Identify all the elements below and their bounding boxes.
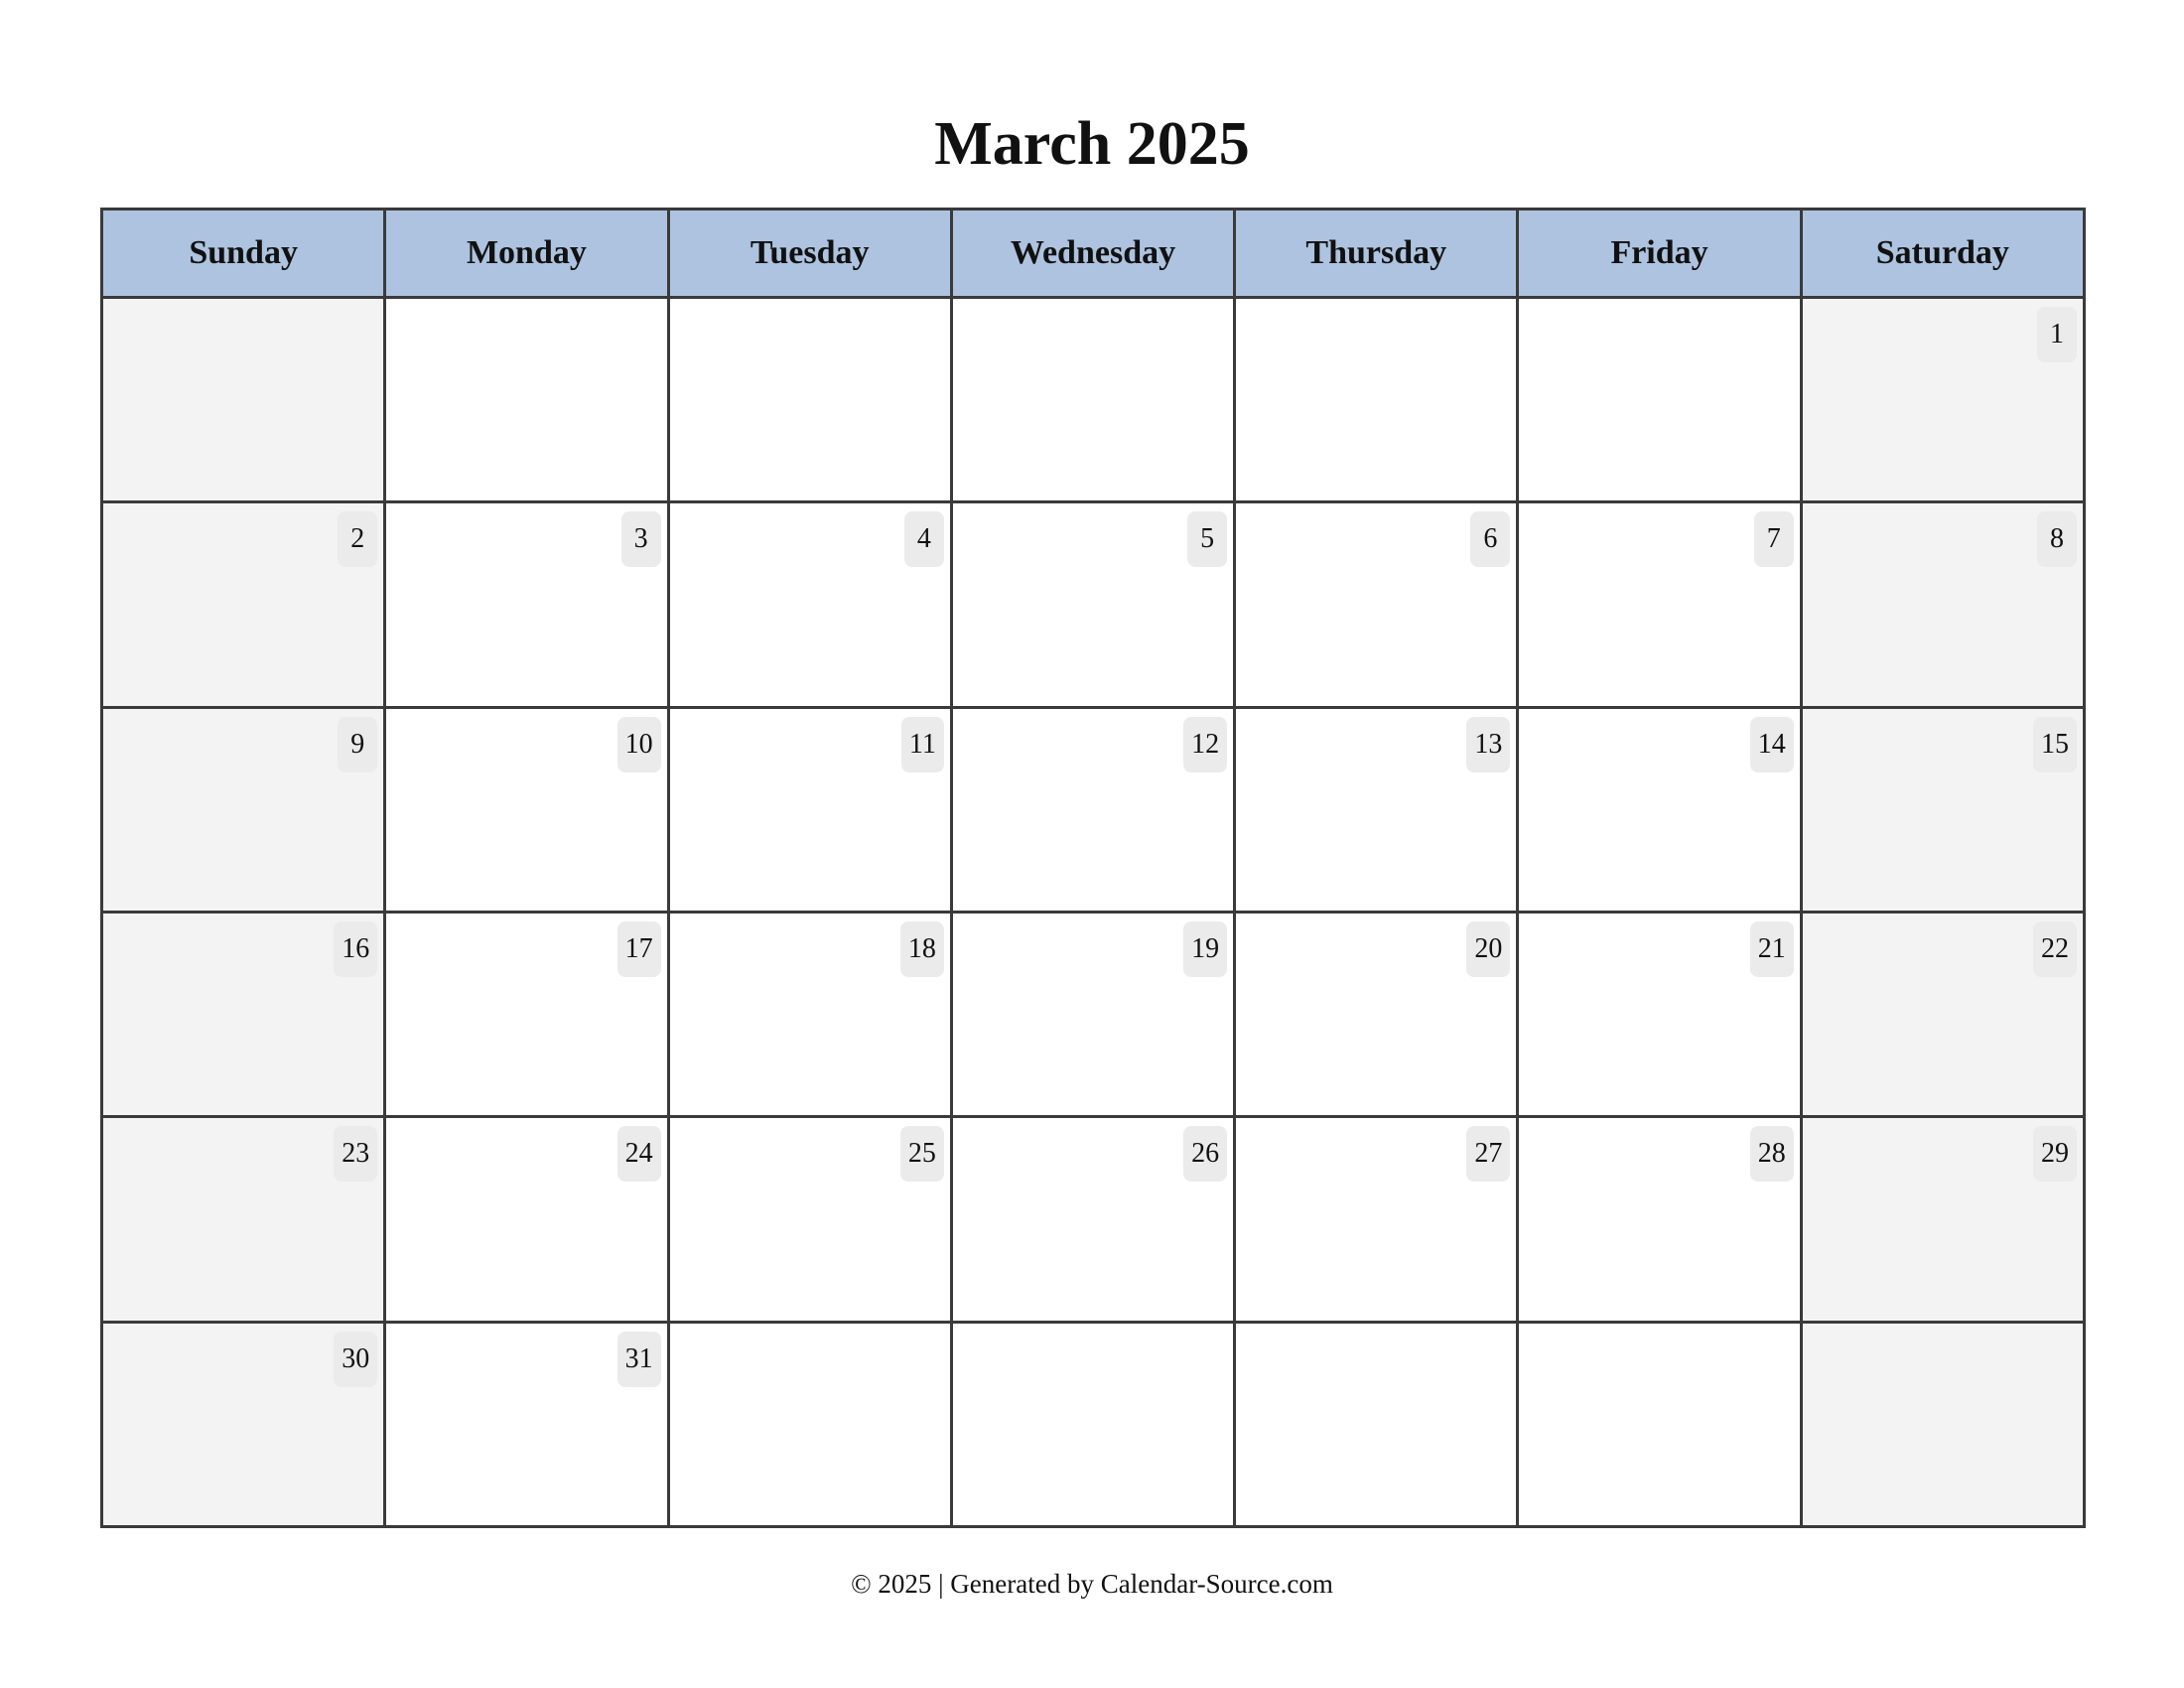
day-number: 12 [1183,717,1227,773]
day-cell [1235,912,1518,1116]
day-cell [668,502,951,707]
day-cell [951,1322,1234,1526]
day-number: 20 [1466,921,1510,977]
day-cell [385,1117,668,1322]
day-number: 21 [1750,921,1794,977]
weekday-friday: Friday [1518,210,1801,298]
day-cell [668,707,951,912]
day-number: 16 [334,921,377,977]
weekday-sunday: Sunday [102,210,385,298]
day-cell [1801,1117,2084,1322]
day-number: 25 [900,1126,944,1182]
weekday-header-row [102,210,2085,298]
footer-credit: © 2025 | Generated by Calendar-Source.com [851,1569,1333,1599]
day-number: 9 [338,717,377,773]
week-row [102,1117,2085,1322]
day-number: 10 [617,717,661,773]
day-number: 27 [1466,1126,1510,1182]
day-cell [102,707,385,912]
day-number: 13 [1466,717,1510,773]
day-cell [951,707,1234,912]
day-cell [1801,707,2084,912]
day-cell [102,298,385,502]
day-cell [1235,707,1518,912]
day-cell [951,1117,1234,1322]
day-number: 7 [1754,511,1794,567]
day-cell [102,912,385,1116]
day-number: 23 [334,1126,377,1182]
day-cell [1801,502,2084,707]
day-cell [385,298,668,502]
day-number: 22 [2033,921,2077,977]
day-cell [385,502,668,707]
day-cell [668,1322,951,1526]
day-number: 3 [621,511,661,567]
weekday-tuesday: Tuesday [668,210,951,298]
day-cell [1518,1322,1801,1526]
day-cell [1801,298,2084,502]
day-cell [1235,502,1518,707]
day-number: 15 [2033,717,2077,773]
day-cell [1801,912,2084,1116]
day-cell [385,912,668,1116]
weekday-monday: Monday [385,210,668,298]
day-number: 29 [2033,1126,2077,1182]
weekday-thursday: Thursday [1235,210,1518,298]
day-cell [385,707,668,912]
day-cell [951,298,1234,502]
week-row [102,298,2085,502]
day-cell [951,912,1234,1116]
day-cell [102,502,385,707]
day-cell [1235,1322,1518,1526]
day-number: 8 [2037,511,2077,567]
day-number: 19 [1183,921,1227,977]
day-cell [1235,298,1518,502]
day-number: 4 [904,511,944,567]
day-number: 26 [1183,1126,1227,1182]
weekday-saturday: Saturday [1801,210,2084,298]
day-number: 30 [334,1332,377,1387]
day-cell [102,1117,385,1322]
day-cell [385,1322,668,1526]
day-number: 17 [617,921,661,977]
day-number: 5 [1187,511,1227,567]
weekday-wednesday: Wednesday [951,210,1234,298]
day-number: 31 [617,1332,661,1387]
day-cell [1235,1117,1518,1322]
day-cell [1801,1322,2084,1526]
day-number: 6 [1470,511,1510,567]
day-cell [668,298,951,502]
day-cell [102,1322,385,1526]
day-cell [668,912,951,1116]
day-number: 11 [901,717,944,773]
week-row [102,707,2085,912]
week-row [102,1322,2085,1526]
day-cell [1518,298,1801,502]
day-cell [1518,502,1801,707]
day-number: 24 [617,1126,661,1182]
page-title: March 2025 [934,110,1250,178]
day-number: 18 [900,921,944,977]
day-cell [1518,707,1801,912]
day-cell [951,502,1234,707]
day-cell [1518,1117,1801,1322]
day-number: 2 [338,511,377,567]
day-number: 28 [1750,1126,1794,1182]
week-row [102,912,2085,1116]
day-cell [1518,912,1801,1116]
day-number: 14 [1750,717,1794,773]
day-number: 1 [2037,307,2077,362]
day-cell [668,1117,951,1322]
week-row [102,502,2085,707]
calendar-grid [100,208,2086,1528]
